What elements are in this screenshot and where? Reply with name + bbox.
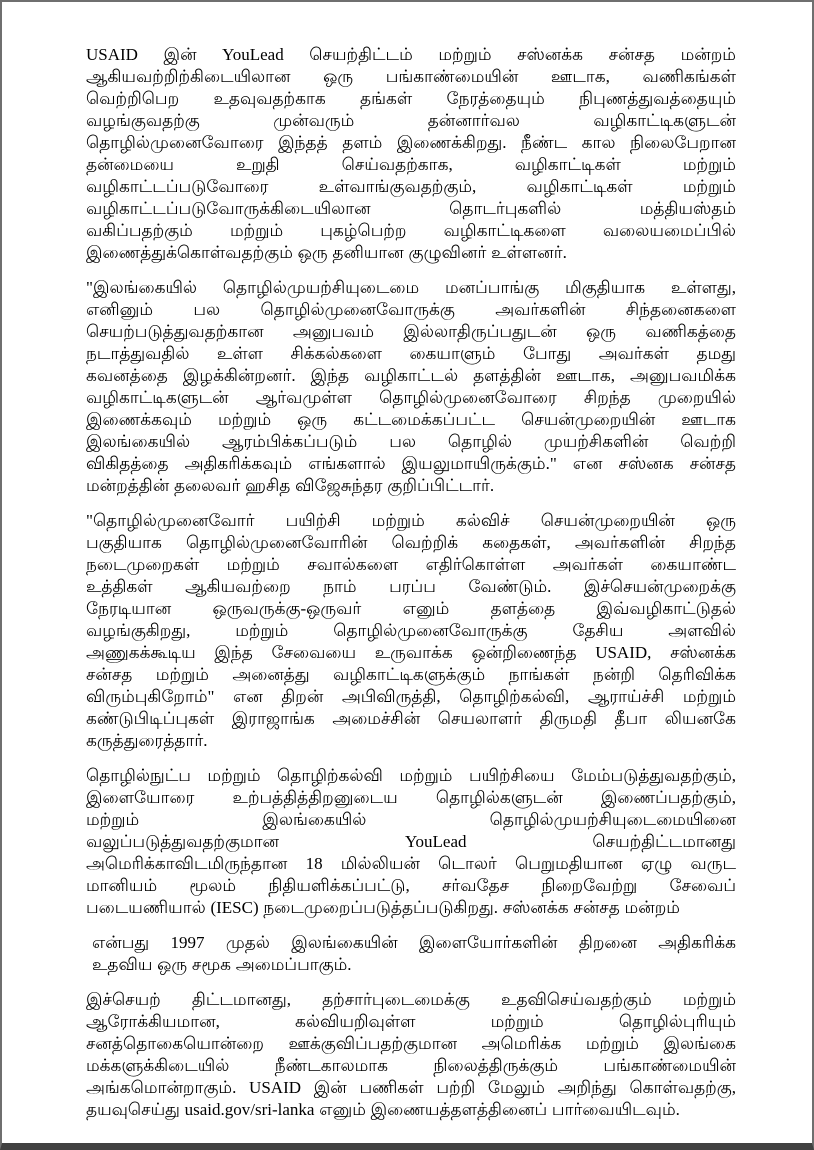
text-line: அணுகக்கூடிய இந்த சேவையை உருவாக்க ஒன்றிணைந்த USAID, சஸ்னக்க: [86, 643, 736, 662]
text-line: சன்சத மற்றும் அனைத்து வழிகாட்டிகளுக்கும் நாங்கள் நன்றி தெரிவிக்க: [86, 665, 736, 684]
text-line: மானியம் மூலம் நிதியளிக்கப்பட்டு, சர்வதேச நிறைவேற்று சேவைப்: [86, 876, 736, 895]
text-line: வழங்குவதற்கு முன்வரும் தன்னார்வல வழிகாட்டிகளுடன்: [86, 111, 736, 130]
paragraph-2: [86, 277, 736, 497]
paragraph-3: [86, 510, 736, 752]
text-line: உத்திகள் ஆகியவற்றை நாம் பரப்ப வேண்டும். இச்செயன்முறைக்கு: [86, 577, 736, 596]
text-line: வகிப்பதற்கும் மற்றும் புகழ்பெற்ற வழிகாட்டிகளை வலையமைப்பில்: [86, 221, 736, 240]
text-line: பகுதியாக தொழில்முனைவோரின் வெற்றிக் கதைகள், அவர்களின் சிறந்த: [86, 533, 736, 552]
paragraph-5: [86, 932, 736, 976]
text-line: ஆரோக்கியமான, கல்வியறிவுள்ள மற்றும் தொழில்புரியும்: [86, 1012, 736, 1031]
paragraph-6: [86, 989, 736, 1121]
text-line: அமெரிக்காவிடமிருந்தான 18 மில்லியன் டொலர் பெறுமதியான ஏழு வருட: [86, 854, 736, 873]
text-line: இலங்கையில் ஆரம்பிக்கப்படும் பல தொழில் முயற்சிகளின் வெற்றி: [86, 432, 736, 451]
text-line: USAID இன் YouLead செயற்திட்டம் மற்றும் சஸ்னக்க சன்சத மன்றம்: [86, 45, 736, 64]
document-body: [86, 44, 736, 1121]
text-line: வெற்றிபெற உதவுவதற்காக தங்கள் நேரத்தையும் நிபுணத்துவத்தையும்: [86, 89, 736, 108]
text-line: தயவுசெய்து usaid.gov/sri-lanka எனும் இணையத்தளத்தினைப் பார்வையிடவும்.: [86, 1100, 680, 1119]
text-line: வழிகாட்டப்படுவோருக்கிடையிலான தொடர்புகளில் மத்தியஸ்தம்: [86, 199, 736, 218]
text-line: தன்மையை உறுதி செய்வதற்காக, வழிகாட்டிகள் மற்றும்: [86, 155, 736, 174]
text-line: செயற்படுத்துவதற்கான அனுபவம் இல்லாதிருப்பதுடன் ஒரு வணிகத்தை: [86, 322, 736, 341]
text-line: தொழில்நுட்ப மற்றும் தொழிற்கல்வி மற்றும் பயிற்சியை மேம்படுத்துவதற்கும்,: [86, 766, 736, 785]
text-line: சனத்தொகையொன்றை ஊக்குவிப்பதற்குமான அமெரிக்க மற்றும் இலங்கை: [86, 1034, 736, 1053]
text-line: இணைத்துக்கொள்வதற்கும் ஒரு தனியான குழுவினர் உள்ளனர்.: [86, 243, 567, 262]
text-line: இணைக்கவும் மற்றும் ஒரு கட்டமைக்கப்பட்ட செயன்முறையின் ஊடாக: [86, 410, 736, 429]
text-line: வழிகாட்டப்படுவோரை உள்வாங்குவதற்கும், வழிகாட்டிகள் மற்றும்: [86, 177, 736, 196]
text-line: மற்றும் இலங்கையில் தொழில்முயற்சியுடைமையினை: [86, 810, 736, 829]
text-line: உதவிய ஒரு சமூக அமைப்பாகும்.: [92, 955, 352, 974]
text-line: நடாத்துவதில் உள்ள சிக்கல்களை கையாளும் போது அவர்கள் தமது: [86, 344, 736, 363]
text-line: நேரடியான ஒருவருக்கு-ஒருவர் எனும் தளத்தை இவ்வழிகாட்டுதல்: [86, 599, 736, 618]
text-line: "தொழில்முனைவோர் பயிற்சி மற்றும் கல்விச் செயன்முறையின் ஒரு: [86, 511, 736, 530]
text-line: மன்றத்தின் தலைவர் ஹசித விஜேசுந்தர குறிப்பிட்டார்.: [86, 476, 495, 495]
text-line: கண்டுபிடிப்புகள் இராஜாங்க அமைச்சின் செயலாளர் திருமதி தீபா லியனகே: [86, 709, 736, 728]
text-line: கருத்துரைத்தார்.: [86, 731, 208, 750]
paragraph-1: [86, 44, 736, 264]
text-line: அங்கமொன்றாகும். USAID இன் பணிகள் பற்றி மேலும் அறிந்து கொள்வதற்கு,: [86, 1078, 736, 1097]
text-line: இளையோரை உற்பத்தித்திறனுடைய தொழில்களுடன் இணைப்பதற்கும்,: [86, 788, 736, 807]
text-line: "இலங்கையில் தொழில்முயற்சியுடைமை மனப்பாங்கு மிகுதியாக உள்ளது,: [86, 278, 736, 297]
text-line: விகிதத்தை அதிகரிக்கவும் எங்களால் இயலுமாயிருக்கும்." என சஸ்னக சன்சத: [86, 454, 736, 473]
text-line: இச்செயற் திட்டமானது, தற்சார்புடைமைக்கு உதவிசெய்வதற்கும் மற்றும்: [86, 990, 736, 1009]
text-line: கவனத்தை இழக்கின்றனர். இந்த வழிகாட்டல் தளத்தின் ஊடாக, அனுபவமிக்க: [86, 366, 736, 385]
text-line: வழிகாட்டிகளுடன் ஆர்வமுள்ள தொழில்முனைவோரை சிறந்த முறையில்: [86, 388, 736, 407]
text-line: தொழில்முனைவோரை இந்தத் தளம் இணைக்கிறது. நீண்ட கால நிலைபேறான: [86, 133, 736, 152]
text-line: வலுப்படுத்துவதற்குமான YouLead செயற்திட்டமானது: [86, 832, 736, 851]
text-line: மக்களுக்கிடையில் நீண்டகாலமாக நிலைத்திருக்கும் பங்காண்மையின்: [86, 1056, 736, 1075]
text-line: எனினும் பல தொழில்முனைவோருக்கு அவர்களின் சிந்தனைகளை: [86, 300, 736, 319]
text-line: ஆகியவற்றிற்கிடையிலான ஒரு பங்காண்மையின் ஊடாக, வணிகங்கள்: [86, 67, 736, 86]
text-line: என்பது 1997 முதல் இலங்கையின் இளையோர்களின் திறனை அதிகரிக்க: [92, 933, 736, 952]
text-line: நடைமுறைகள் மற்றும் சவால்களை எதிர்கொள்ள அவர்கள் கையாண்ட: [86, 555, 736, 574]
text-line: வழங்குகிறது, மற்றும் தொழில்முனைவோருக்கு தேசிய அளவில்: [86, 621, 736, 640]
text-line: விரும்புகிறோம்" என திறன் அபிவிருத்தி, தொழிற்கல்வி, ஆராய்ச்சி மற்றும்: [86, 687, 736, 706]
paragraph-4: [86, 765, 736, 919]
text-line: படையணியால் (IESC) நடைமுறைப்படுத்தப்படுகிறது. சஸ்னக்க சன்சத மன்றம்: [86, 898, 680, 917]
